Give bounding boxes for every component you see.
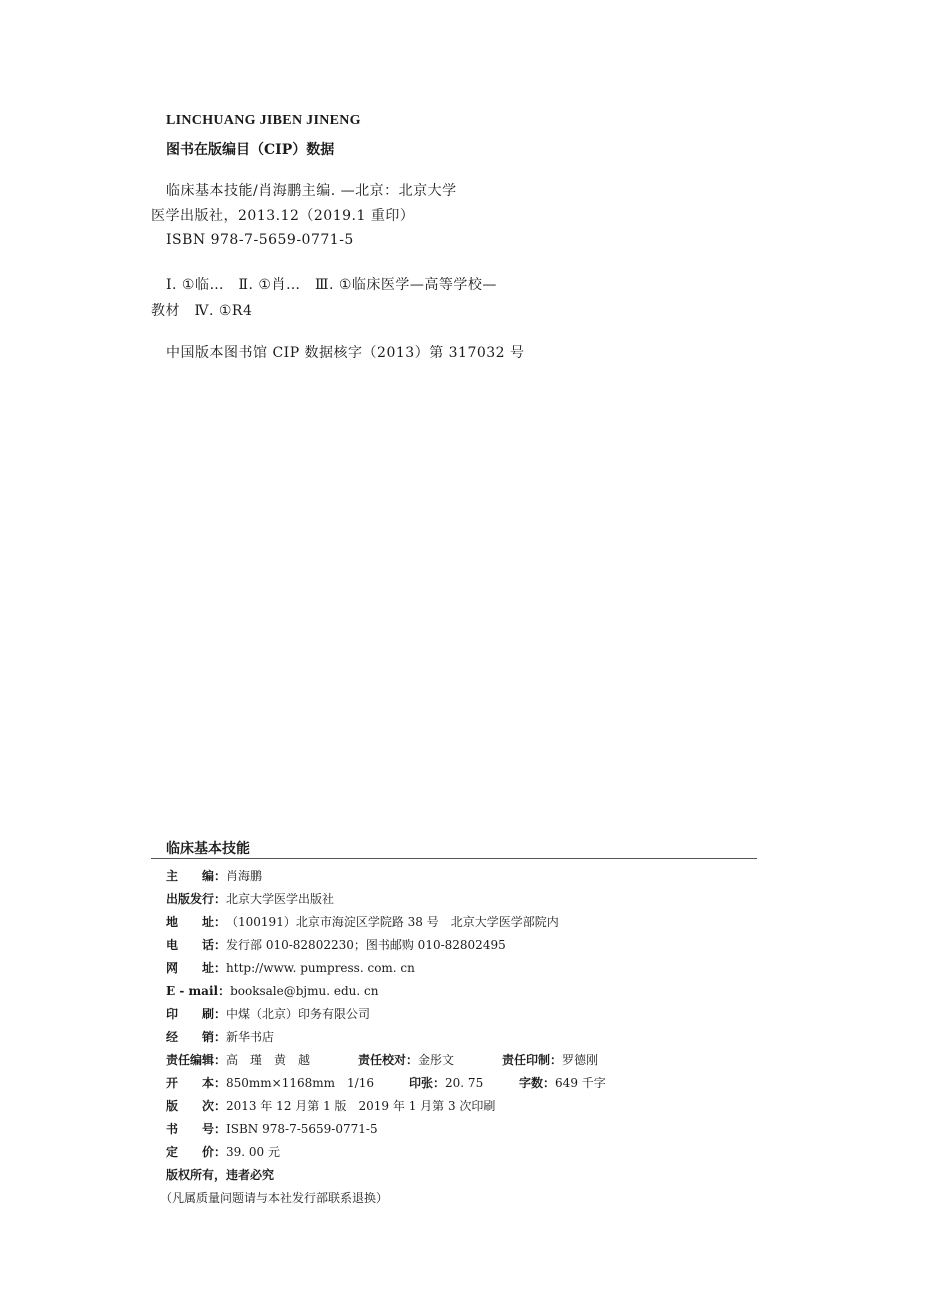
row-value: 发行部 010-82802230；图书邮购 010-82802495 [226,938,506,952]
edition-row [166,1097,495,1114]
row-label: 网 址： [166,961,227,975]
format-value: 850mm×1168mm 1/16 [226,1076,374,1090]
row-label: E - mail： [166,984,231,998]
row-label: 主 编： [166,869,227,883]
colophon-row [166,1028,274,1045]
cip-line-1: 临床基本技能/肖海鹏主编. —北京：北京大学 [166,183,457,199]
cip-heading: 图书在版编目（CIP）数据 [166,142,335,158]
rights-notice: 版权所有，违者必究 [166,1168,275,1182]
isbn-value: ISBN 978-7-5659-0771-5 [226,1122,378,1136]
print-supervisor-value: 罗德刚 [562,1053,599,1067]
row-value: http://www. pumpress. com. cn [226,961,415,975]
colophon-row [166,913,559,930]
edition-value: 2013 年 12 月第 1 版 2019 年 1 月第 3 次印刷 [226,1099,496,1113]
cip-subject-line-2: 教材 Ⅳ. ①R4 [151,303,253,319]
pinyin-title: LINCHUANG JIBEN JINENG [166,113,361,128]
format-row [166,1074,606,1091]
row-label: 地 址： [166,915,227,929]
print-supervisor-label: 责任印制： [502,1053,563,1067]
colophon-row [166,1005,370,1022]
price-label: 定 价： [166,1145,227,1159]
edition-label: 版 次： [166,1099,227,1113]
isbn-row [166,1120,378,1137]
sheets-value: 20. 75 [445,1076,484,1090]
row-label: 出版发行： [166,892,227,906]
price-row [166,1143,280,1160]
words-value: 649 千字 [555,1076,606,1090]
row-label: 印 刷： [166,1007,227,1021]
editor-value: 高 瑾 黄 越 [226,1053,311,1067]
colophon-divider [151,858,757,859]
cip-isbn: ISBN 978-7-5659-0771-5 [166,232,354,248]
row-value: booksale@bjmu. edu. cn [230,984,379,998]
colophon-row [166,890,334,907]
row-value: 新华书店 [226,1030,275,1044]
isbn-label: 书 号： [166,1122,227,1136]
editor-label: 责任编辑： [166,1053,227,1067]
cip-number: 中国版本图书馆 CIP 数据核字（2013）第 317032 号 [166,345,525,361]
colophon-row [166,867,262,884]
return-note: （凡属质量问题请与本社发行部联系退换） [160,1191,389,1205]
colophon-row [166,936,506,953]
colophon-title: 临床基本技能 [166,841,250,857]
colophon-row [166,959,415,976]
row-value: 肖海鹏 [226,869,263,883]
row-label: 经 销： [166,1030,227,1044]
colophon-row [166,982,378,999]
cip-line-2: 医学出版社，2013.12（2019.1 重印） [151,208,415,224]
cip-subject-line-1: Ⅰ. ①临… Ⅱ. ①肖… Ⅲ. ①临床医学—高等学校— [166,277,497,293]
row-label: 电 话： [166,938,227,952]
row-value: 北京大学医学出版社 [226,892,335,906]
format-label: 开 本： [166,1076,227,1090]
row-value: 中煤（北京）印务有限公司 [226,1007,371,1021]
row-value: （100191）北京市海淀区学院路 38 号 北京大学医学部院内 [226,915,559,929]
proofreader-label: 责任校对： [358,1053,419,1067]
proofreader-value: 金彤文 [418,1053,455,1067]
editors-row [166,1051,598,1068]
price-value: 39. 00 元 [226,1145,280,1159]
sheets-label: 印张： [409,1076,446,1090]
words-label: 字数： [519,1076,556,1090]
